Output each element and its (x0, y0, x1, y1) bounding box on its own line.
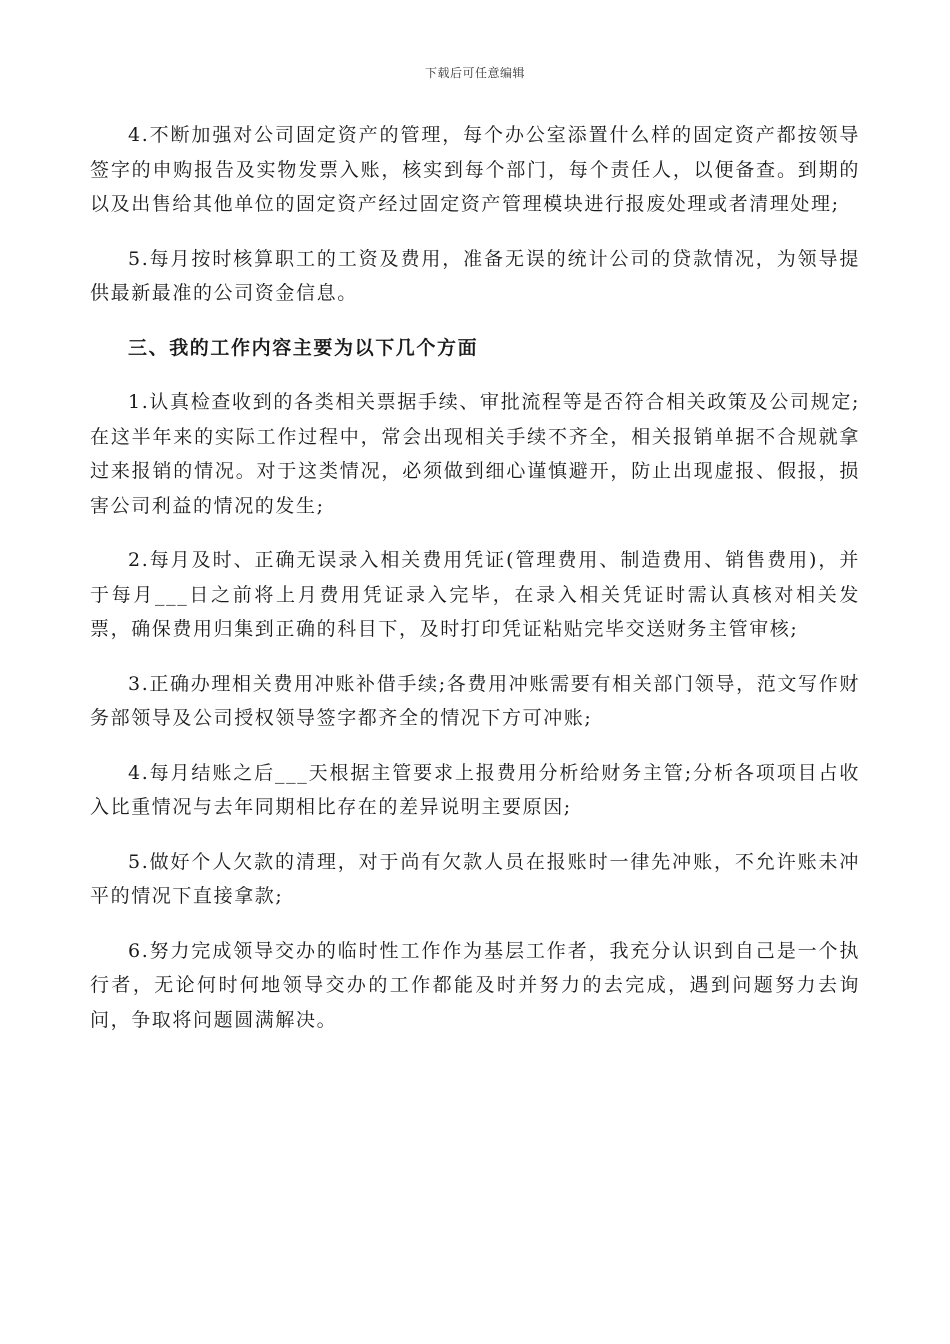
section-heading: 三、我的工作内容主要为以下几个方面 (128, 336, 479, 359)
paragraph-item-2: 2.每月及时、正确无误录入相关费用凭证(管理费用、制造费用、销售费用)，并于每月___日之前将上月费用凭证录入完毕，在录入相关凭证时需认真核对相关发票，确保费用归集到正确的科目下，及时打印凭证粘贴完毕交送财务主管审核; (90, 549, 860, 640)
paragraph-item-1: 1.认真检查收到的各类相关票据手续、审批流程等是否符合相关政策及公司规定;在这半年来的实际工作过程中，常会出现相关手续不齐全，相关报销单据不合规就拿过来报销的情况。对于这类情况，必须做到细心谨慎避开，防止出现虚报、假报，损害公司利益的情况的发生; (90, 391, 860, 517)
paragraph-asset-management: 4.不断加强对公司固定资产的管理，每个办公室添置什么样的固定资产都按领导签字的申购报告及实物发票入账，核实到每个部门，每个责任人，以便备查。到期的以及出售给其他单位的固定资产经过固定资产管理模块进行报废处理或者清理处理; (90, 124, 860, 215)
page-header: 下载后可任意编辑 (424, 66, 525, 80)
paragraph-item-6: 6.努力完成领导交办的临时性工作作为基层工作者，我充分认识到自己是一个执行者，无论何时何地领导交办的工作都能及时并努力的去完成，遇到问题努力去询问，争取将问题圆满解决。 (90, 939, 860, 1031)
paragraph-payroll: 5.每月按时核算职工的工资及费用，准备无误的统计公司的贷款情况，为领导提供最新最准的公司资金信息。 (90, 247, 860, 304)
document-body (90, 118, 860, 1057)
paragraph-item-5: 5.做好个人欠款的清理，对于尚有欠款人员在报账时一律先冲账，不允许账未冲平的情况下直接拿款; (90, 850, 860, 907)
paragraph-item-4: 4.每月结账之后___天根据主管要求上报费用分析给财务主管;分析各项项目占收入比重情况与去年同期相比存在的差异说明主要原因; (90, 761, 860, 818)
paragraph-item-3: 3.正确办理相关费用冲账补借手续;各费用冲账需要有相关部门领导，范文写作财务部领导及公司授权领导签字都齐全的情况下方可冲账; (90, 672, 860, 729)
